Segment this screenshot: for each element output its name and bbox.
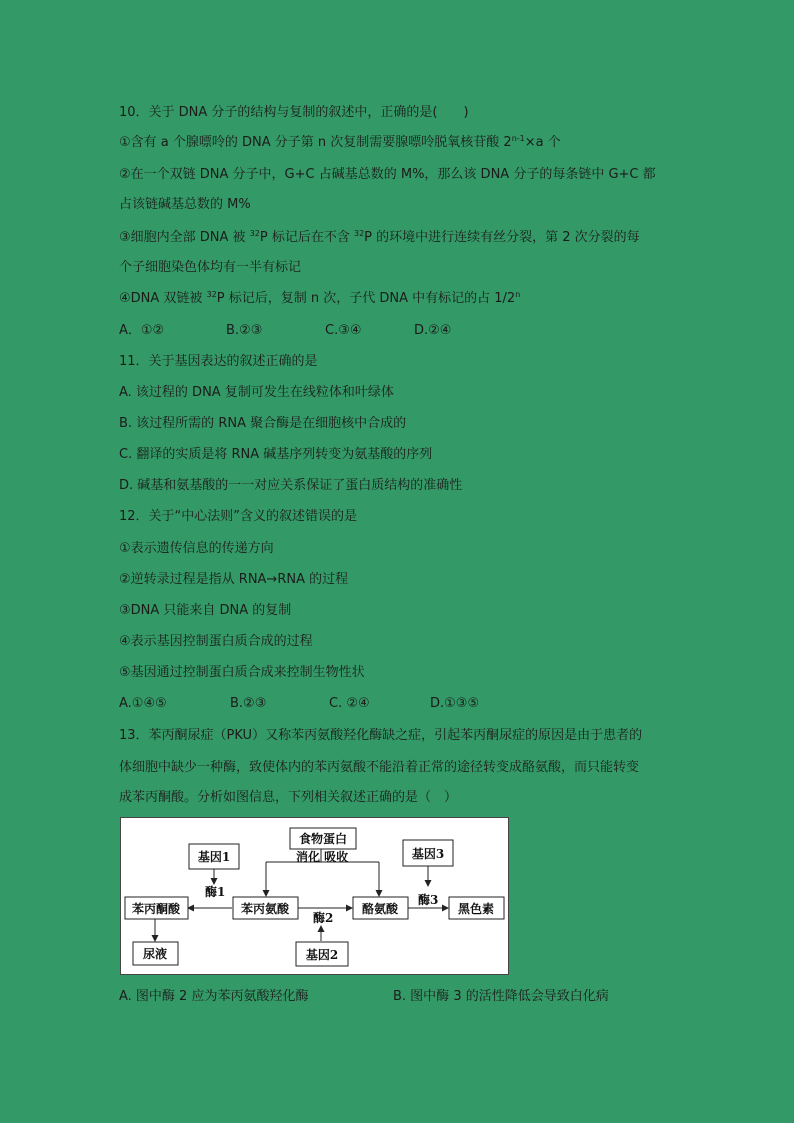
q11-stem: 11．关于基因表达的叙述正确的是 xyxy=(119,354,318,369)
q12-statement-4: ④表示基因控制蛋白质合成的过程 xyxy=(119,634,313,649)
q13-stem-line2: 体细胞中缺少一种酶，致使体内的苯丙氨酸不能沿着正常的途径转变成酪氨酸，而只能转变 xyxy=(119,760,640,775)
q10-statement-2-line1: ②在一个双链 DNA 分子中，G+C 占碱基总数的 M%，那么该 DNA 分子的每条链中 G+C 都 xyxy=(119,167,656,182)
q12-option-c[interactable]: C. ②④ xyxy=(329,696,370,711)
q10-stem: 10．关于 DNA 分子的结构与复制的叙述中，正确的是( ) xyxy=(119,105,469,120)
label-enzyme2: 酶2 xyxy=(313,911,334,925)
node-gene1 xyxy=(189,844,239,869)
q10-option-d[interactable]: D.②④ xyxy=(414,323,452,338)
q13-option-b[interactable]: B. 图中酶 3 的活性降低会导致白化病 xyxy=(393,989,609,1004)
q10-statement-4: ④DNA 双链被 $^{32}$P 标记后，复制 n 次，子代 DNA 中有标记的占 1/2$^n$ xyxy=(119,290,521,306)
node-food-protein xyxy=(290,828,356,849)
svg-text:酪氨酸: 酪氨酸 xyxy=(361,902,399,916)
q13-stem-line1: 13．苯丙酮尿症（PKU）又称苯丙氨酸羟化酶缺之症，引起苯丙酮尿症的原因是由于患者的 xyxy=(119,728,643,743)
node-melanin xyxy=(449,897,504,919)
svg-text:基因3: 基因3 xyxy=(411,847,445,861)
svg-text:苯丙氨酸: 苯丙氨酸 xyxy=(240,902,290,916)
q12-statement-3: ③DNA 只能来自 DNA 的复制 xyxy=(119,603,292,618)
q10-options xyxy=(119,322,451,340)
svg-text:尿液: 尿液 xyxy=(142,947,168,961)
node-urine xyxy=(133,942,178,965)
svg-text:苯丙酮酸: 苯丙酮酸 xyxy=(131,902,181,916)
label-digest-absorb: 消化 吸收 xyxy=(296,850,349,864)
q12-statement-2: ②逆转录过程是指从 RNA→RNA 的过程 xyxy=(119,572,349,587)
q10-option-c[interactable]: C.③④ xyxy=(325,323,362,338)
q10-option-a[interactable]: A．①② xyxy=(119,323,165,338)
node-phenylalanine xyxy=(233,897,298,919)
q12-statement-1: ①表示遗传信息的传递方向 xyxy=(119,541,274,556)
metabolic-pathway-diagram xyxy=(120,817,509,975)
q10-option-b[interactable]: B.②③ xyxy=(226,323,263,338)
label-enzyme1: 酶1 xyxy=(205,885,226,899)
node-gene3 xyxy=(403,840,453,866)
q12-option-a[interactable]: A.①④⑤ xyxy=(119,696,167,711)
label-enzyme3: 酶3 xyxy=(418,893,439,907)
q10-statement-3-line2: 个子细胞染色体均有一半有标记 xyxy=(119,260,302,275)
q13-option-a[interactable]: A. 图中酶 2 应为苯丙氨酸羟化酶 xyxy=(119,989,309,1004)
svg-text:基因2: 基因2 xyxy=(305,948,339,962)
svg-text:食物蛋白: 食物蛋白 xyxy=(298,832,348,846)
q11-option-c[interactable]: C. 翻译的实质是将 RNA 碱基序列转变为氨基酸的序列 xyxy=(119,447,433,462)
node-tyrosine xyxy=(353,897,408,919)
q11-option-b[interactable]: B. 该过程所需的 RNA 聚合酶是在细胞核中合成的 xyxy=(119,416,407,431)
q12-options xyxy=(119,695,479,713)
node-phenylpyruvate xyxy=(125,897,188,919)
q10-statement-1: ①含有 a 个腺嘌呤的 DNA 分子第 n 次复制需要腺嘌呤脱氧核苷酸 $2^{n-1}\times a$ 个 xyxy=(119,134,561,150)
node-gene2 xyxy=(296,942,348,966)
q12-option-d[interactable]: D.①③⑤ xyxy=(430,696,480,711)
q12-stem: 12．关于“中心法则”含义的叙述错误的是 xyxy=(119,509,358,524)
svg-text:基因1: 基因1 xyxy=(197,850,231,864)
q12-option-b[interactable]: B.②③ xyxy=(230,696,267,711)
q13-stem-line3: 成苯丙酮酸。分析如图信息，下列相关叙述正确的是（ ） xyxy=(119,790,458,805)
q11-option-d[interactable]: D. 碱基和氨基酸的一一对应关系保证了蛋白质结构的准确性 xyxy=(119,478,463,493)
q12-statement-5: ⑤基因通过控制蛋白质合成来控制生物性状 xyxy=(119,665,365,680)
q10-statement-3-line1: ③细胞内全部 DNA 被 $^{32}$P 标记后在不含 $^{32}$P 的环境中进行连续有丝分裂，第 2 次分裂的每 xyxy=(119,229,640,245)
svg-text:黑色素: 黑色素 xyxy=(457,902,495,916)
q10-statement-2-line2: 占该链碱基总数的 M% xyxy=(119,197,251,212)
q11-option-a[interactable]: A. 该过程的 DNA 复制可发生在线粒体和叶绿体 xyxy=(119,385,394,400)
